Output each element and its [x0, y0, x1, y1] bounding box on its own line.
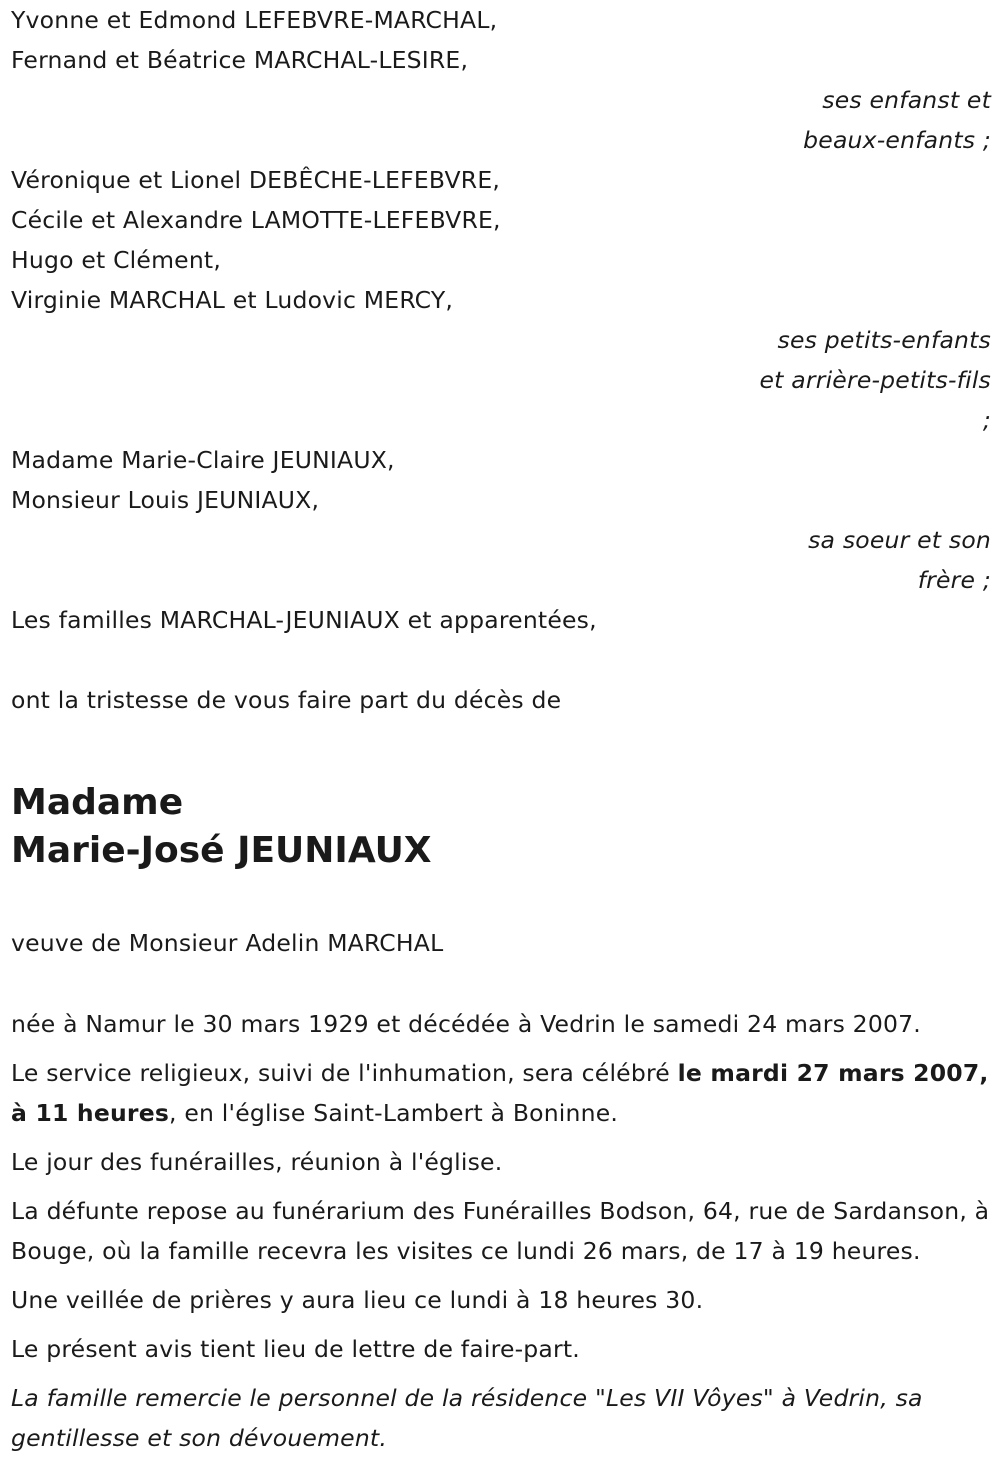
family-member-line: Virginie MARCHAL et Ludovic MERCY,: [11, 286, 454, 314]
announcement-line: ont la tristesse de vous faire part du décès de: [11, 686, 562, 714]
family-member-line: Hugo et Clément,: [11, 246, 221, 274]
notice-paragraph: Le présent avis tient lieu de lettre de faire-part.: [11, 1335, 580, 1363]
family-member-line: Monsieur Louis JEUNIAUX,: [11, 486, 320, 514]
family-member-line: Cécile et Alexandre LAMOTTE-LEFEBVRE,: [11, 206, 501, 234]
relation-label: sa soeur et son: [808, 526, 991, 554]
relation-label: ses petits-enfants: [777, 326, 991, 354]
family-member-line: Madame Marie-Claire JEUNIAUX,: [11, 446, 395, 474]
birth-death-paragraph: née à Namur le 30 mars 1929 et décédée à Vedrin le samedi 24 mars 2007.: [11, 1010, 921, 1038]
families-line: Les familles MARCHAL-JEUNIAUX et apparentées,: [11, 606, 597, 634]
thanks-paragraph: La famille remercie le personnel de la résidence "Les VII Vôyes" à Vedrin, sa gentillesse et son dévouement.: [11, 1384, 923, 1452]
relation-label: et arrière-petits-fils: [759, 366, 991, 394]
family-member-line: Fernand et Béatrice MARCHAL-LESIRE,: [11, 46, 469, 74]
family-member-line: Véronique et Lionel DEBÊCHE-LEFEBVRE,: [11, 166, 501, 194]
relation-label: frère ;: [917, 566, 991, 594]
deceased-name: Marie-José JEUNIAUX: [11, 830, 432, 871]
relation-label: ses enfanst et: [822, 86, 991, 114]
service-intro: Le service religieux, suivi de l'inhumation, sera célébré: [11, 1059, 678, 1087]
service-location: , en l'église Saint-Lambert à Boninne.: [169, 1099, 619, 1127]
widow-of-line: veuve de Monsieur Adelin MARCHAL: [11, 929, 444, 957]
funerarium-paragraph: La défunte repose au funérarium des Funérailles Bodson, 64, rue de Sardanson, à Bouge, où la famille recevra les visites ce lundi 26 mars, de 17 à 19 heures.: [11, 1197, 990, 1265]
service-paragraph: [11, 1053, 991, 1133]
vigil-paragraph: Une veillée de prières y aura lieu ce lundi à 18 heures 30.: [11, 1286, 704, 1314]
deceased-title: Madame: [11, 782, 184, 823]
service-date: le mardi 27 mars 2007, à 11 heures: [11, 1059, 989, 1127]
funeral-day-paragraph: Le jour des funérailles, réunion à l'église.: [11, 1148, 503, 1176]
family-member-line: Yvonne et Edmond LEFEBVRE-MARCHAL,: [11, 6, 498, 34]
obituary-notice: [11, 0, 991, 1467]
relation-label: beaux-enfants ;: [803, 126, 991, 154]
relation-label: ;: [982, 406, 991, 434]
